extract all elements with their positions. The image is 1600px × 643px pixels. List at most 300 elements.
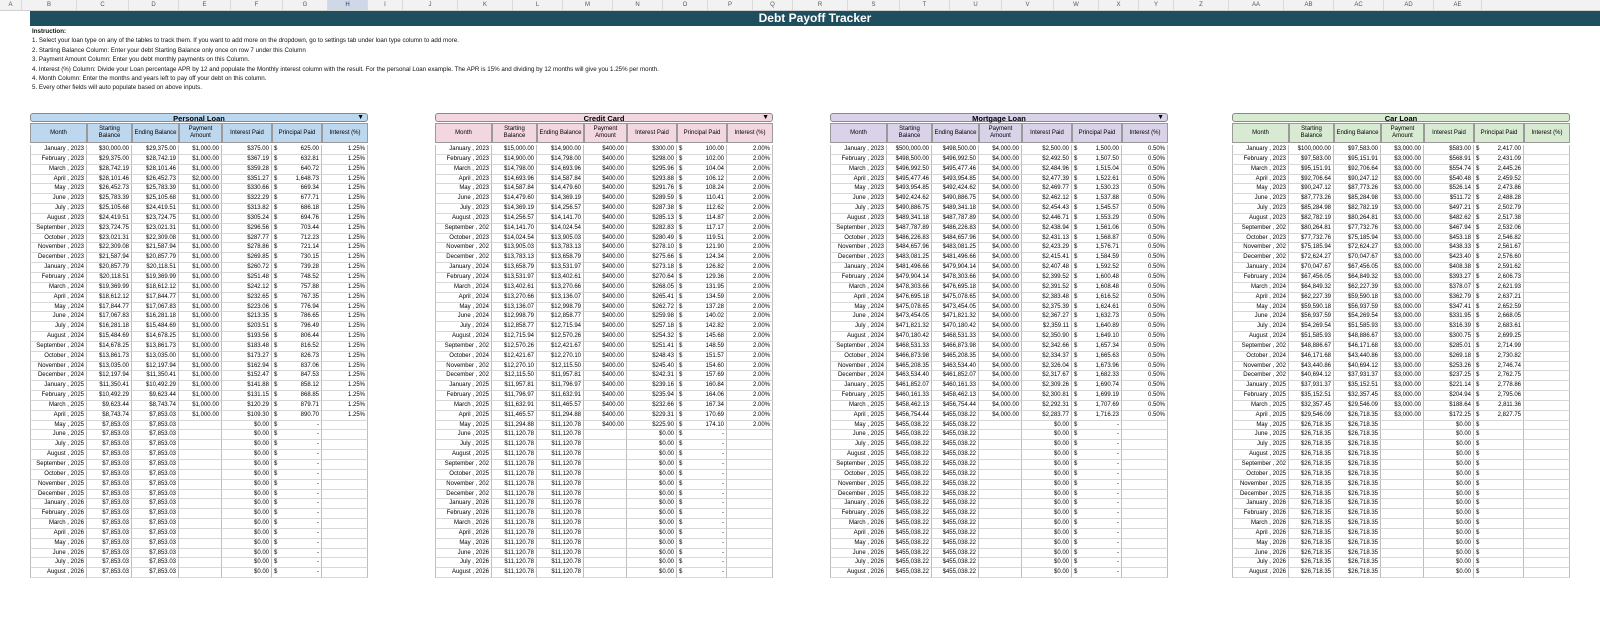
interest-percent-cell[interactable]: 0.50% <box>1122 322 1168 332</box>
interest-paid-cell[interactable]: $204.94 <box>1424 391 1474 401</box>
payment-amount-cell[interactable]: $400.00 <box>584 145 627 155</box>
column-header-r[interactable]: R <box>793 0 848 10</box>
month-cell[interactable]: February , 2024 <box>30 273 87 283</box>
ending-balance-cell[interactable]: $70,047.67 <box>1334 253 1381 263</box>
column-header-v[interactable]: V <box>1002 0 1054 10</box>
principal-paid-cell[interactable] <box>272 401 322 411</box>
interest-paid-cell[interactable]: $296.56 <box>222 224 272 234</box>
interest-percent-cell[interactable] <box>1524 499 1570 509</box>
ending-balance-cell[interactable]: $26,718.35 <box>1334 411 1381 421</box>
payment-amount-cell[interactable] <box>179 440 222 450</box>
month-cell[interactable]: November , 202 <box>435 480 492 490</box>
principal-paid-cell[interactable] <box>1072 558 1122 568</box>
interest-percent-cell[interactable]: 2.00% <box>727 411 773 421</box>
starting-balance-cell[interactable]: $62,227.39 <box>1289 293 1334 303</box>
month-cell[interactable]: December , 202 <box>435 371 492 381</box>
principal-paid-cell[interactable] <box>677 175 727 185</box>
interest-percent-cell[interactable] <box>1524 224 1570 234</box>
interest-paid-cell[interactable]: $0.00 <box>1424 499 1474 509</box>
interest-paid-cell[interactable]: $583.00 <box>1424 145 1474 155</box>
payment-amount-cell[interactable]: $3,000.00 <box>1381 194 1424 204</box>
principal-paid-cell[interactable] <box>272 519 322 529</box>
starting-balance-cell[interactable]: $21,587.94 <box>87 253 132 263</box>
principal-paid-cell[interactable] <box>677 332 727 342</box>
ending-balance-cell[interactable]: $484,657.96 <box>932 234 979 244</box>
payment-amount-cell[interactable] <box>179 529 222 539</box>
interest-percent-cell[interactable]: 0.50% <box>1122 312 1168 322</box>
ending-balance-cell[interactable]: $7,853.03 <box>132 470 179 480</box>
payment-amount-cell[interactable]: $3,000.00 <box>1381 293 1424 303</box>
payment-amount-cell[interactable]: $3,000.00 <box>1381 145 1424 155</box>
ending-balance-cell[interactable]: $7,853.03 <box>132 529 179 539</box>
interest-percent-cell[interactable] <box>1524 303 1570 313</box>
starting-balance-cell[interactable]: $11,294.88 <box>492 421 537 431</box>
interest-paid-cell[interactable]: $0.00 <box>1022 450 1072 460</box>
principal-paid-cell[interactable] <box>1474 273 1524 283</box>
interest-paid-cell[interactable]: $268.05 <box>627 283 677 293</box>
month-cell[interactable]: November , 2025 <box>830 480 887 490</box>
interest-paid-cell[interactable]: $260.72 <box>222 263 272 273</box>
month-cell[interactable]: June , 2025 <box>1232 430 1289 440</box>
month-cell[interactable]: December , 202 <box>435 490 492 500</box>
column-header-ae[interactable]: AE <box>1434 0 1482 10</box>
interest-paid-cell[interactable]: $362.79 <box>1424 293 1474 303</box>
interest-percent-cell[interactable] <box>1524 322 1570 332</box>
month-cell[interactable]: June , 2023 <box>30 194 87 204</box>
ending-balance-cell[interactable]: $455,038.22 <box>932 411 979 421</box>
payment-amount-cell[interactable] <box>1381 430 1424 440</box>
interest-paid-cell[interactable]: $120.29 <box>222 401 272 411</box>
starting-balance-cell[interactable]: $22,309.08 <box>87 243 132 253</box>
interest-paid-cell[interactable]: $0.00 <box>627 529 677 539</box>
payment-amount-cell[interactable]: $400.00 <box>584 263 627 273</box>
month-cell[interactable]: July , 2025 <box>1232 440 1289 450</box>
month-cell[interactable]: May , 2024 <box>830 303 887 313</box>
starting-balance-cell[interactable]: $455,038.22 <box>887 549 932 559</box>
payment-amount-cell[interactable] <box>179 539 222 549</box>
interest-paid-cell[interactable]: $393.27 <box>1424 273 1474 283</box>
principal-paid-cell[interactable] <box>272 480 322 490</box>
interest-paid-cell[interactable]: $0.00 <box>222 539 272 549</box>
month-cell[interactable]: January , 2023 <box>435 145 492 155</box>
ending-balance-cell[interactable]: $461,852.07 <box>932 371 979 381</box>
principal-paid-cell[interactable] <box>677 411 727 421</box>
month-cell[interactable]: May , 2026 <box>830 539 887 549</box>
month-cell[interactable]: August , 2025 <box>435 450 492 460</box>
principal-paid-cell[interactable] <box>272 224 322 234</box>
interest-percent-cell[interactable]: 0.50% <box>1122 263 1168 273</box>
interest-paid-cell[interactable]: $0.00 <box>1424 558 1474 568</box>
interest-paid-cell[interactable]: $265.41 <box>627 293 677 303</box>
column-header-ab[interactable]: AB <box>1284 0 1334 10</box>
interest-percent-cell[interactable]: 2.00% <box>727 224 773 234</box>
ending-balance-cell[interactable]: $7,853.03 <box>132 421 179 431</box>
payment-amount-cell[interactable]: $3,000.00 <box>1381 165 1424 175</box>
interest-paid-cell[interactable]: $2,309.26 <box>1022 381 1072 391</box>
month-cell[interactable]: February , 2024 <box>830 273 887 283</box>
ending-balance-cell[interactable]: $37,931.37 <box>1334 371 1381 381</box>
starting-balance-cell[interactable]: $468,531.33 <box>887 342 932 352</box>
interest-paid-cell[interactable]: $2,431.13 <box>1022 234 1072 244</box>
principal-paid-cell[interactable] <box>677 234 727 244</box>
starting-balance-cell[interactable]: $7,853.03 <box>87 519 132 529</box>
payment-amount-cell[interactable]: $3,000.00 <box>1381 352 1424 362</box>
principal-paid-cell[interactable] <box>272 273 322 283</box>
interest-paid-cell[interactable]: $0.00 <box>222 499 272 509</box>
ending-balance-cell[interactable]: $26,718.35 <box>1334 460 1381 470</box>
principal-paid-cell[interactable] <box>1474 342 1524 352</box>
payment-amount-cell[interactable] <box>179 450 222 460</box>
interest-percent-cell[interactable]: 1.25% <box>322 362 368 372</box>
starting-balance-cell[interactable]: $87,773.26 <box>1289 194 1334 204</box>
payment-amount-cell[interactable]: $3,000.00 <box>1381 381 1424 391</box>
interest-paid-cell[interactable]: $0.00 <box>1424 480 1474 490</box>
ending-balance-cell[interactable]: $26,718.35 <box>1334 480 1381 490</box>
starting-balance-cell[interactable]: $11,120.78 <box>492 440 537 450</box>
principal-paid-cell[interactable] <box>1474 470 1524 480</box>
principal-paid-cell[interactable] <box>272 312 322 322</box>
principal-paid-cell[interactable] <box>677 529 727 539</box>
ending-balance-cell[interactable]: $13,136.07 <box>537 293 584 303</box>
ending-balance-cell[interactable]: $14,587.84 <box>537 175 584 185</box>
interest-paid-cell[interactable]: $0.00 <box>627 440 677 450</box>
interest-percent-cell[interactable] <box>1122 480 1168 490</box>
interest-percent-cell[interactable] <box>1524 480 1570 490</box>
month-cell[interactable]: July , 2025 <box>30 440 87 450</box>
interest-paid-cell[interactable]: $242.12 <box>222 283 272 293</box>
interest-percent-cell[interactable] <box>1122 460 1168 470</box>
starting-balance-cell[interactable]: $455,038.22 <box>887 421 932 431</box>
interest-paid-cell[interactable]: $482.62 <box>1424 214 1474 224</box>
starting-balance-cell[interactable]: $455,038.22 <box>887 480 932 490</box>
ending-balance-cell[interactable]: $9,623.44 <box>132 391 179 401</box>
payment-amount-cell[interactable] <box>979 549 1022 559</box>
interest-paid-cell[interactable]: $0.00 <box>1424 430 1474 440</box>
interest-paid-cell[interactable]: $287.77 <box>222 234 272 244</box>
starting-balance-cell[interactable]: $97,583.00 <box>1289 155 1334 165</box>
payment-amount-cell[interactable] <box>179 558 222 568</box>
ending-balance-cell[interactable]: $23,724.75 <box>132 214 179 224</box>
month-cell[interactable]: June , 2025 <box>30 430 87 440</box>
principal-paid-cell[interactable] <box>272 194 322 204</box>
payment-amount-cell[interactable]: $400.00 <box>584 155 627 165</box>
ending-balance-cell[interactable]: $11,120.78 <box>537 539 584 549</box>
interest-percent-cell[interactable] <box>322 460 368 470</box>
interest-paid-cell[interactable]: $109.30 <box>222 411 272 421</box>
month-cell[interactable]: December , 202 <box>1232 371 1289 381</box>
starting-balance-cell[interactable]: $14,798.00 <box>492 165 537 175</box>
ending-balance-cell[interactable]: $7,853.03 <box>132 549 179 559</box>
interest-paid-cell[interactable]: $193.56 <box>222 332 272 342</box>
interest-paid-cell[interactable]: $316.39 <box>1424 322 1474 332</box>
principal-paid-cell[interactable] <box>1072 145 1122 155</box>
payment-amount-cell[interactable]: $400.00 <box>584 293 627 303</box>
ending-balance-cell[interactable]: $40,694.12 <box>1334 362 1381 372</box>
payment-amount-cell[interactable]: $400.00 <box>584 401 627 411</box>
interest-paid-cell[interactable]: $540.48 <box>1424 175 1474 185</box>
payment-amount-cell[interactable] <box>584 440 627 450</box>
principal-paid-cell[interactable] <box>677 194 727 204</box>
ending-balance-cell[interactable]: $7,853.03 <box>132 509 179 519</box>
interest-paid-cell[interactable]: $2,415.41 <box>1022 253 1072 263</box>
principal-paid-cell[interactable] <box>1474 263 1524 273</box>
month-cell[interactable]: November , 2024 <box>30 362 87 372</box>
ending-balance-cell[interactable]: $48,886.67 <box>1334 332 1381 342</box>
interest-paid-cell[interactable]: $0.00 <box>1022 549 1072 559</box>
payment-amount-cell[interactable]: $1,000.00 <box>179 312 222 322</box>
principal-paid-cell[interactable] <box>1474 184 1524 194</box>
payment-amount-cell[interactable] <box>584 470 627 480</box>
starting-balance-cell[interactable]: $455,038.22 <box>887 460 932 470</box>
starting-balance-cell[interactable]: $13,270.66 <box>492 293 537 303</box>
month-cell[interactable]: March , 2023 <box>1232 165 1289 175</box>
interest-percent-cell[interactable] <box>1524 539 1570 549</box>
starting-balance-cell[interactable]: $455,038.22 <box>887 519 932 529</box>
principal-paid-cell[interactable] <box>272 165 322 175</box>
ending-balance-cell[interactable]: $7,853.03 <box>132 539 179 549</box>
interest-percent-cell[interactable] <box>1524 293 1570 303</box>
payment-amount-cell[interactable] <box>979 558 1022 568</box>
interest-percent-cell[interactable] <box>1122 549 1168 559</box>
interest-percent-cell[interactable]: 0.50% <box>1122 165 1168 175</box>
interest-paid-cell[interactable]: $0.00 <box>1424 470 1474 480</box>
principal-paid-cell[interactable] <box>677 558 727 568</box>
month-cell[interactable]: June , 2026 <box>830 549 887 559</box>
ending-balance-cell[interactable]: $56,937.59 <box>1334 303 1381 313</box>
interest-percent-cell[interactable] <box>1524 450 1570 460</box>
ending-balance-cell[interactable]: $28,742.19 <box>132 155 179 165</box>
month-cell[interactable]: August , 2024 <box>435 332 492 342</box>
month-cell[interactable]: October , 2024 <box>830 352 887 362</box>
interest-percent-cell[interactable] <box>727 460 773 470</box>
principal-paid-cell[interactable] <box>272 568 322 578</box>
ending-balance-cell[interactable]: $7,853.03 <box>132 568 179 578</box>
starting-balance-cell[interactable]: $473,454.05 <box>887 312 932 322</box>
interest-percent-cell[interactable]: 0.50% <box>1122 391 1168 401</box>
payment-amount-cell[interactable]: $3,000.00 <box>1381 391 1424 401</box>
month-cell[interactable]: March , 2024 <box>30 283 87 293</box>
ending-balance-cell[interactable]: $12,858.77 <box>537 312 584 322</box>
interest-percent-cell[interactable]: 0.50% <box>1122 204 1168 214</box>
payment-amount-cell[interactable] <box>979 440 1022 450</box>
principal-paid-cell[interactable] <box>1474 175 1524 185</box>
principal-paid-cell[interactable] <box>677 421 727 431</box>
column-header-g[interactable]: G <box>283 0 328 10</box>
payment-amount-cell[interactable]: $1,000.00 <box>179 371 222 381</box>
month-cell[interactable]: September , 2025 <box>30 460 87 470</box>
principal-paid-cell[interactable] <box>1072 155 1122 165</box>
principal-paid-cell[interactable] <box>1474 450 1524 460</box>
principal-paid-cell[interactable] <box>1072 490 1122 500</box>
month-cell[interactable]: May , 2024 <box>1232 303 1289 313</box>
ending-balance-cell[interactable]: $26,718.35 <box>1334 421 1381 431</box>
starting-balance-cell[interactable]: $7,853.03 <box>87 450 132 460</box>
interest-paid-cell[interactable]: $0.00 <box>1424 490 1474 500</box>
interest-paid-cell[interactable]: $2,469.77 <box>1022 184 1072 194</box>
principal-paid-cell[interactable] <box>272 204 322 214</box>
interest-paid-cell[interactable]: $270.64 <box>627 273 677 283</box>
principal-paid-cell[interactable] <box>677 322 727 332</box>
starting-balance-cell[interactable]: $16,281.18 <box>87 322 132 332</box>
starting-balance-cell[interactable]: $455,038.22 <box>887 450 932 460</box>
month-cell[interactable]: July , 2023 <box>830 204 887 214</box>
month-cell[interactable]: August , 2023 <box>830 214 887 224</box>
principal-paid-cell[interactable] <box>272 303 322 313</box>
interest-percent-cell[interactable] <box>1524 490 1570 500</box>
month-cell[interactable]: June , 2024 <box>830 312 887 322</box>
interest-paid-cell[interactable]: $526.14 <box>1424 184 1474 194</box>
ending-balance-cell[interactable]: $26,718.35 <box>1334 509 1381 519</box>
interest-percent-cell[interactable] <box>1524 371 1570 381</box>
interest-percent-cell[interactable]: 1.25% <box>322 224 368 234</box>
starting-balance-cell[interactable]: $26,718.35 <box>1289 549 1334 559</box>
starting-balance-cell[interactable]: $7,853.03 <box>87 539 132 549</box>
payment-amount-cell[interactable]: $1,000.00 <box>179 332 222 342</box>
interest-paid-cell[interactable]: $229.31 <box>627 411 677 421</box>
month-cell[interactable]: August , 2024 <box>830 332 887 342</box>
month-cell[interactable]: April , 2026 <box>435 529 492 539</box>
interest-paid-cell[interactable]: $300.75 <box>1424 332 1474 342</box>
interest-paid-cell[interactable]: $298.00 <box>627 155 677 165</box>
payment-amount-cell[interactable] <box>584 549 627 559</box>
interest-percent-cell[interactable]: 0.50% <box>1122 362 1168 372</box>
payment-amount-cell[interactable]: $400.00 <box>584 362 627 372</box>
interest-percent-cell[interactable]: 0.50% <box>1122 243 1168 253</box>
interest-percent-cell[interactable]: 1.25% <box>322 204 368 214</box>
interest-percent-cell[interactable]: 2.00% <box>727 214 773 224</box>
payment-amount-cell[interactable]: $1,000.00 <box>179 204 222 214</box>
interest-percent-cell[interactable]: 0.50% <box>1122 332 1168 342</box>
principal-paid-cell[interactable] <box>1072 539 1122 549</box>
starting-balance-cell[interactable]: $455,038.22 <box>887 470 932 480</box>
starting-balance-cell[interactable]: $486,226.83 <box>887 234 932 244</box>
principal-paid-cell[interactable] <box>272 283 322 293</box>
principal-paid-cell[interactable] <box>677 430 727 440</box>
principal-paid-cell[interactable] <box>1474 509 1524 519</box>
interest-paid-cell[interactable]: $2,446.71 <box>1022 214 1072 224</box>
month-cell[interactable]: April , 2025 <box>435 411 492 421</box>
ending-balance-cell[interactable]: $7,853.03 <box>132 490 179 500</box>
interest-percent-cell[interactable]: 2.00% <box>727 175 773 185</box>
interest-paid-cell[interactable]: $257.18 <box>627 322 677 332</box>
ending-balance-cell[interactable]: $455,038.22 <box>932 490 979 500</box>
payment-amount-cell[interactable]: $400.00 <box>584 322 627 332</box>
ending-balance-cell[interactable]: $16,281.18 <box>132 312 179 322</box>
principal-paid-cell[interactable] <box>677 549 727 559</box>
principal-paid-cell[interactable] <box>1474 430 1524 440</box>
column-header-ad[interactable]: AD <box>1384 0 1434 10</box>
interest-paid-cell[interactable]: $2,399.52 <box>1022 273 1072 283</box>
starting-balance-cell[interactable]: $7,853.03 <box>87 440 132 450</box>
interest-percent-cell[interactable] <box>1122 539 1168 549</box>
principal-paid-cell[interactable] <box>677 568 727 578</box>
ending-balance-cell[interactable]: $82,782.19 <box>1334 204 1381 214</box>
starting-balance-cell[interactable]: $15,484.69 <box>87 332 132 342</box>
interest-paid-cell[interactable]: $273.18 <box>627 263 677 273</box>
month-cell[interactable]: May , 2025 <box>1232 421 1289 431</box>
payment-amount-cell[interactable]: $400.00 <box>584 273 627 283</box>
ending-balance-cell[interactable]: $479,904.14 <box>932 263 979 273</box>
month-cell[interactable]: February , 2025 <box>30 391 87 401</box>
chevron-down-icon[interactable]: ▼ <box>357 114 364 121</box>
principal-paid-cell[interactable] <box>1474 352 1524 362</box>
month-cell[interactable]: April , 2026 <box>830 529 887 539</box>
payment-amount-cell[interactable]: $1,000.00 <box>179 155 222 165</box>
principal-paid-cell[interactable] <box>1474 165 1524 175</box>
interest-paid-cell[interactable]: $289.59 <box>627 194 677 204</box>
interest-percent-cell[interactable]: 2.00% <box>727 391 773 401</box>
starting-balance-cell[interactable]: $479,904.14 <box>887 273 932 283</box>
ending-balance-cell[interactable]: $14,900.00 <box>537 145 584 155</box>
month-cell[interactable]: June , 2023 <box>435 194 492 204</box>
principal-paid-cell[interactable] <box>677 352 727 362</box>
ending-balance-cell[interactable]: $67,456.05 <box>1334 263 1381 273</box>
payment-amount-cell[interactable]: $3,000.00 <box>1381 312 1424 322</box>
ending-balance-cell[interactable]: $11,120.78 <box>537 509 584 519</box>
starting-balance-cell[interactable]: $75,185.94 <box>1289 243 1334 253</box>
month-cell[interactable]: October , 2023 <box>435 234 492 244</box>
ending-balance-cell[interactable]: $11,120.78 <box>537 440 584 450</box>
interest-percent-cell[interactable]: 1.25% <box>322 391 368 401</box>
payment-amount-cell[interactable] <box>979 519 1022 529</box>
ending-balance-cell[interactable]: $455,038.22 <box>932 519 979 529</box>
principal-paid-cell[interactable] <box>677 243 727 253</box>
month-cell[interactable]: December , 2024 <box>30 371 87 381</box>
interest-percent-cell[interactable]: 2.00% <box>727 362 773 372</box>
month-cell[interactable]: January , 2024 <box>30 263 87 273</box>
interest-paid-cell[interactable]: $0.00 <box>1022 470 1072 480</box>
payment-amount-cell[interactable] <box>979 450 1022 460</box>
interest-paid-cell[interactable]: $0.00 <box>627 558 677 568</box>
month-cell[interactable]: April , 2026 <box>30 529 87 539</box>
starting-balance-cell[interactable]: $463,534.40 <box>887 371 932 381</box>
month-cell[interactable]: November , 202 <box>435 362 492 372</box>
interest-percent-cell[interactable]: 1.25% <box>322 253 368 263</box>
interest-paid-cell[interactable]: $0.00 <box>222 558 272 568</box>
payment-amount-cell[interactable] <box>979 539 1022 549</box>
principal-paid-cell[interactable] <box>1474 381 1524 391</box>
principal-paid-cell[interactable] <box>272 499 322 509</box>
interest-percent-cell[interactable] <box>1524 352 1570 362</box>
principal-paid-cell[interactable] <box>1474 204 1524 214</box>
payment-amount-cell[interactable] <box>1381 519 1424 529</box>
starting-balance-cell[interactable]: $20,118.51 <box>87 273 132 283</box>
payment-amount-cell[interactable] <box>179 490 222 500</box>
ending-balance-cell[interactable]: $455,038.22 <box>932 499 979 509</box>
interest-percent-cell[interactable] <box>1122 519 1168 529</box>
interest-percent-cell[interactable]: 2.00% <box>727 184 773 194</box>
payment-amount-cell[interactable]: $4,000.00 <box>979 155 1022 165</box>
principal-paid-cell[interactable] <box>1072 529 1122 539</box>
interest-paid-cell[interactable]: $2,407.48 <box>1022 263 1072 273</box>
month-cell[interactable]: July , 2024 <box>830 322 887 332</box>
column-header-j[interactable]: J <box>403 0 458 10</box>
month-cell[interactable]: February , 2025 <box>830 391 887 401</box>
month-cell[interactable]: April , 2024 <box>30 293 87 303</box>
starting-balance-cell[interactable]: $12,270.10 <box>492 362 537 372</box>
interest-paid-cell[interactable]: $0.00 <box>1424 460 1474 470</box>
principal-paid-cell[interactable] <box>1474 568 1524 578</box>
interest-paid-cell[interactable]: $0.00 <box>1424 519 1474 529</box>
interest-percent-cell[interactable] <box>1524 194 1570 204</box>
interest-percent-cell[interactable]: 1.25% <box>322 411 368 421</box>
ending-balance-cell[interactable]: $11,465.57 <box>537 401 584 411</box>
principal-paid-cell[interactable] <box>677 509 727 519</box>
interest-paid-cell[interactable]: $269.18 <box>1424 352 1474 362</box>
interest-paid-cell[interactable]: $2,492.50 <box>1022 155 1072 165</box>
principal-paid-cell[interactable] <box>1072 204 1122 214</box>
interest-percent-cell[interactable] <box>1524 421 1570 431</box>
